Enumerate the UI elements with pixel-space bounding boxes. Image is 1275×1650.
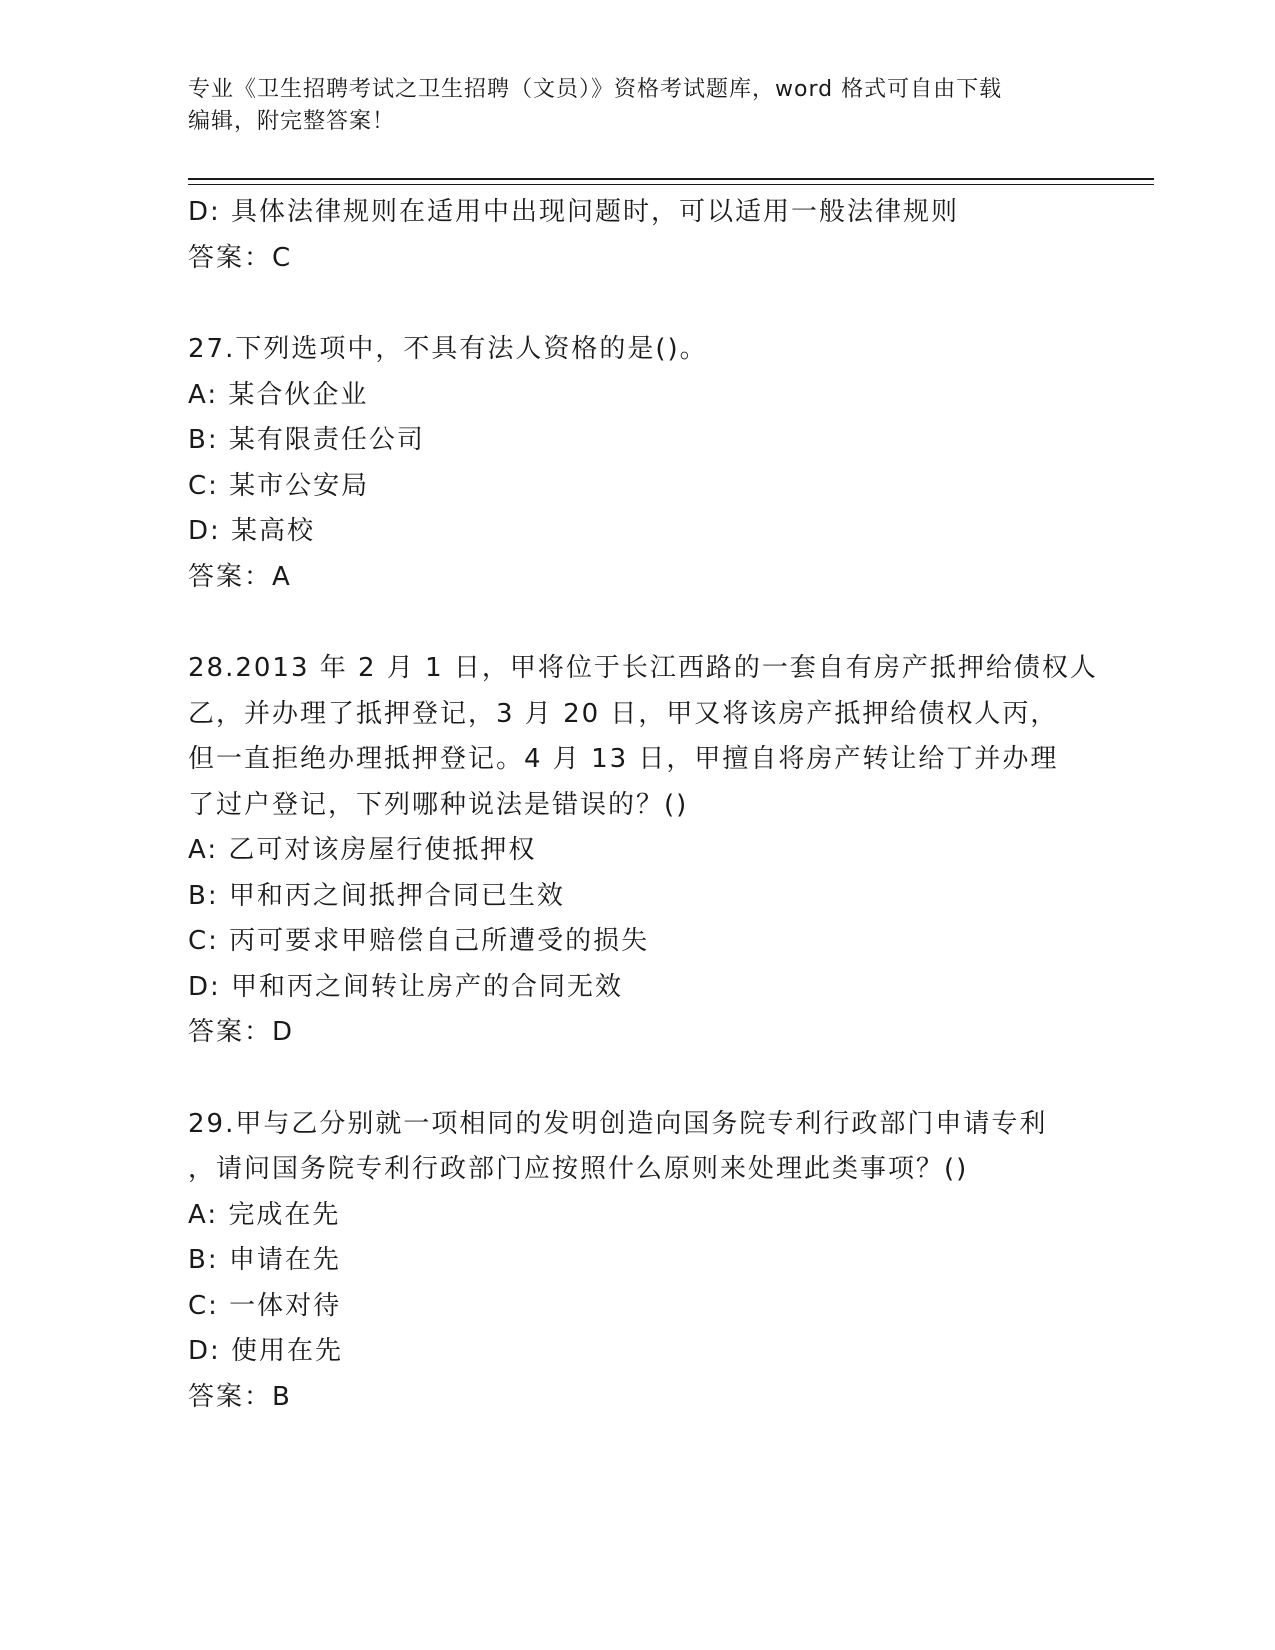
document-header — [188, 74, 1088, 138]
question-text-line-2: ，请问国务院专利行政部门应按照什么原则来处理此类事项？() — [188, 1154, 969, 1184]
option-b: B: 申请在先 — [188, 1245, 341, 1275]
question-text-line-1: 28.2013 年 2 月 1 日，甲将位于长江西路的一套自有房产抵押给债权人 — [188, 653, 1098, 683]
header-line-2: 编辑，附完整答案！ — [188, 109, 396, 134]
answer: 答案：A — [188, 561, 292, 592]
option-a: A: 某合伙企业 — [188, 379, 369, 410]
option-b: B: 甲和丙之间抵押合同已生效 — [188, 880, 565, 911]
option-a: A: 完成在先 — [188, 1199, 341, 1230]
question-28 — [188, 646, 1108, 1056]
answer: 答案：B — [188, 1381, 292, 1412]
option-d: D: 某高校 — [188, 516, 316, 546]
question-text-line-4: 了过户登记，下列哪种说法是错误的？() — [188, 789, 689, 820]
option-d: D: 甲和丙之间转让房产的合同无效 — [188, 971, 624, 1002]
header-divider-thin — [188, 184, 1154, 185]
option-d: D: 具体法律规则在适用中出现问题时，可以适用一般法律规则 — [188, 197, 960, 227]
header-divider-thick — [188, 178, 1154, 180]
option-c: C: 一体对待 — [188, 1290, 342, 1321]
question-text: 27.下列选项中，不具有法人资格的是()。 — [188, 334, 708, 364]
spacer — [188, 1056, 1108, 1102]
spacer — [188, 281, 1108, 327]
option-c: C: 丙可要求甲赔偿自己所遭受的损失 — [188, 926, 650, 956]
spacer — [188, 600, 1108, 646]
option-c: C: 某市公安局 — [188, 470, 370, 501]
option-b: B: 某有限责任公司 — [188, 425, 425, 455]
answer: 答案：D — [188, 1017, 295, 1047]
question-text-line-2: 乙，并办理了抵押登记，3 月 20 日，甲又将该房产抵押给债权人丙， — [188, 698, 1059, 729]
question-text-line-1: 29.甲与乙分别就一项相同的发明创造向国务院专利行政部门申请专利 — [188, 1108, 1048, 1139]
answer: 答案：C — [188, 242, 293, 273]
option-a: A: 乙可对该房屋行使抵押权 — [188, 835, 537, 865]
header-line-1: 专业《卫生招聘考试之卫生招聘（文员）》资格考试题库，word 格式可自由下载 — [188, 77, 1003, 102]
document-body — [188, 190, 1108, 1420]
question-27 — [188, 327, 1108, 600]
question-text-line-3: 但一直拒绝办理抵押登记。4 月 13 日，甲擅自将房产转让给丁并办理 — [188, 744, 1059, 774]
prev-question-tail — [188, 190, 1108, 281]
question-29 — [188, 1102, 1108, 1421]
option-d: D: 使用在先 — [188, 1336, 344, 1366]
